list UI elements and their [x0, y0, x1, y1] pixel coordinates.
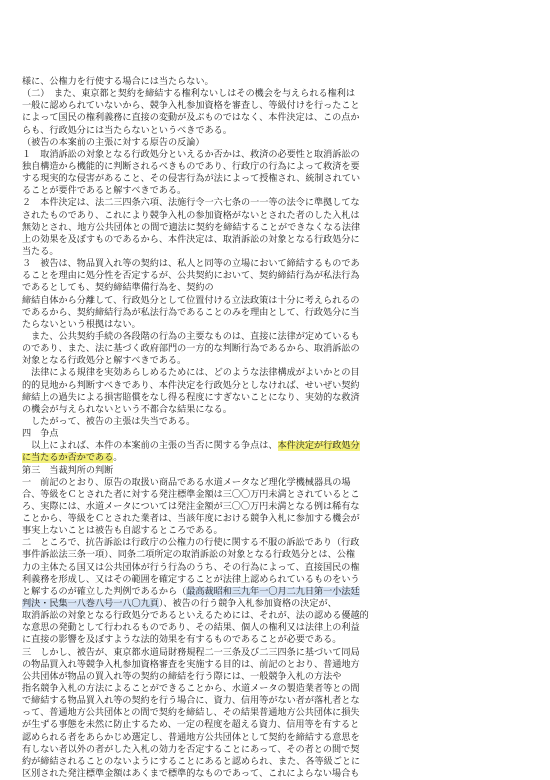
text-line: 三 しかし、被告が、東京都水道局財務規程二一三条及び二三四条に基づいて同局 — [22, 647, 360, 658]
text-line: 一 前記のとおり、原告の取扱い商品である水道メータなど理化学機械器具の場 — [22, 477, 351, 488]
text-line: 力の主体たる国又は公共団体が行う行為のうち、その行為によって、直接国民の権 — [22, 562, 360, 573]
text-line: （二） また、東京都と契約を締結する権利ないしはその機会を与えられる権利は — [22, 89, 356, 100]
text-line: 締結上の過失による損害賠償をなし得る程度にすぎないことになり、実効的な救済 — [22, 392, 360, 403]
text-line: ３ 被告は、物品買入れ等の契約は、私人と同等の立場において締結するものであ — [22, 259, 360, 270]
text-line: 無効とされ、地方公共団体との間で適法に契約を締結することができなくなる法律 — [22, 222, 361, 233]
highlight-mark: 本件決定が行政処分 — [277, 441, 360, 452]
text-line: らも、行政処分には当たらないというべきである。 — [22, 125, 232, 136]
text-line: が生ずる事態を未然に防止するため、一定の程度を超える資力、信用等を有すると — [22, 720, 360, 731]
text-line: 当たる。 — [22, 246, 59, 257]
text-line: で締結する物品買入れ等の契約を行う場合に、資力、信用等がない者が落札者とな — [22, 696, 360, 707]
text-line: 有しない者以外の者がした入札の効力を否定することにあって、その者との間で契 — [22, 744, 360, 755]
text-line: によって国民の権利義務に直接の変動が及ぶものではなく、本件決定は、この点か — [22, 113, 360, 124]
text-line: であるとしても、契約締結準備行為を、契約の — [22, 283, 214, 294]
text-line: ろ、実際には、水道メータについては発注金額が三〇〇万円未満となる例は稀有な — [22, 501, 360, 512]
text-line: 指名競争入札の方法によることができることから、水道メータの製造業者等との間 — [22, 684, 360, 695]
section-heading: 第三 当裁判所の判断 — [22, 465, 114, 476]
text-line: する現実的な侵害があること、その侵害行為が法によって授権され、統制されてい — [22, 174, 361, 185]
text-line: 独自構造から機能的に判断されるべきものであり、行政庁の行為によって救済を要 — [22, 161, 360, 172]
highlighted-line: と解するのが確立した判例であるから（最高裁昭和三九年一〇月二九日第一小法廷 — [22, 586, 360, 597]
text-line: の機会が与えられないという不都合な結果になる。 — [22, 404, 232, 415]
text-line: 区別された発注標準金額はあくまで標準的なものであって、これによらない場合も — [22, 769, 360, 780]
highlighted-line: に当たるか否かである。 — [22, 453, 123, 464]
text-line: 対象となる行政処分と解すべきである。 — [22, 356, 187, 367]
text-line: 事実上ないことは被告も自認するところである。 — [22, 526, 223, 537]
text-line: １ 取消訴訟の対象となる行政処分といえるか否かは、救済の必要性と取消訴訟の — [22, 149, 360, 160]
text-line: したがって、被告の主張は失当である。 — [22, 416, 196, 427]
text-line: 合、等級をＣとされた者に対する発注標準金額は三〇〇万円未満とされているとこ — [22, 489, 360, 500]
section-heading: 四 争点 — [22, 429, 59, 440]
text-line: 様に、公権力を行使する場合には当たらない。 — [22, 77, 214, 87]
text-line: 認められる者をあらかじめ選定し、普通地方公共団体として契約を締結する意思を — [22, 732, 360, 743]
text-line: 公共団体が物品の買入れ等の契約の締結を行う際には、一般競争入札の方法や — [22, 671, 342, 682]
text-line: 法律による規律を実効あらしめるためには、どのような法律構成がよいかとの目 — [22, 368, 360, 379]
highlighted-line: 以上によれば、本件の本案前の主張の当否に関する争点は、本件決定が行政処分 — [22, 441, 360, 452]
section-heading: （被告の本案前の主張に対する原告の反論） — [22, 137, 205, 148]
text-line: 二 ところで、抗告訴訟は行政庁の公権力の行使に関する不服の訴訟であり（行政 — [22, 538, 360, 549]
text-line: 利義務を形成し、又はその範囲を確定することが法律上認められているものをいう — [22, 574, 360, 585]
highlighted-line: 判決・民集一八巻八号一八〇九頁）、被告の行う競争入札参加資格の決定が、 — [22, 599, 337, 610]
text-line: ることが要件であると解すべきである。 — [22, 186, 187, 197]
text-line: ることを理由に処分性を否定するが、公共契約において、契約締結行為が私法行為 — [22, 271, 360, 282]
text-line: 上の効果を及ぼすものであるから、本件決定は、取消訴訟の対象となる行政処分に — [22, 234, 360, 245]
text-line: に直接の影響を及ぼすような法的効果を有するものであることが必要である。 — [22, 635, 342, 646]
text-line: 約が締結されることのないようにすることにあると認められ、また、各等級ごとに — [22, 756, 361, 767]
text-line: ことから、等級をＣとされた業者は、当該年度における競争入札に参加する機会が — [22, 514, 360, 525]
text-line: 一般に認められていないから、競争入札参加資格を審査し、等級付けを行ったこと — [22, 101, 360, 112]
text-line: って、普通地方公共団体との間で契約を締結し、その結果普通地方公共団体に損失 — [22, 708, 360, 719]
text-line: 取消訴訟の対象となる行政処分であるといえるためには、それが、法の認める優越的 — [22, 611, 369, 622]
text-line: また、公共契約手続の各段階の行為の主要なものは、直接に法律が定めているも — [22, 331, 360, 342]
text-line: であるから、契約締結行為が私法行為であることのみを理由として、行政処分に当 — [22, 307, 360, 318]
text-line: ２ 本件決定は、法二三四条六項、法施行令一六七条の一一等の法令に準拠してな — [22, 198, 360, 209]
text-line: 事件訴訟法三条一項）、同条二項所定の取消訴訟の対象となる行政処分とは、公権 — [22, 550, 356, 561]
text-line: の物品買入れ等競争入札参加資格審査を実施する目的は、前記のとおり、普通地方 — [22, 659, 360, 670]
text-line: 締結自体から分離して、行政処分として位置付ける立法政策は十分に考えられるの — [22, 295, 360, 306]
text-line: な意思の発動として行われるものであり、その結果、個人の権利又は法律上の利益 — [22, 623, 360, 634]
text-line: たらないという根拠はない。 — [22, 319, 141, 330]
text-line: のであり、また、法に基づく政府部門の一方的な判断行為であるから、取消訴訟の — [22, 344, 360, 355]
highlight-mark: 判決・民集一八巻八号一八〇九頁 — [22, 599, 159, 610]
highlight-mark: に当たるか否かである — [22, 453, 114, 464]
highlight-mark: 最高裁昭和三九年一〇月二九日第一小法廷 — [186, 586, 360, 597]
text-body — [22, 76, 536, 780]
text-line: 的的見地から判断すべきであり、本件決定を行政処分としなければ、せいぜい契約 — [22, 380, 360, 391]
text-line: されたものであり、これにより競争入札の参加資格がないとされた者のした入札は — [22, 210, 360, 221]
